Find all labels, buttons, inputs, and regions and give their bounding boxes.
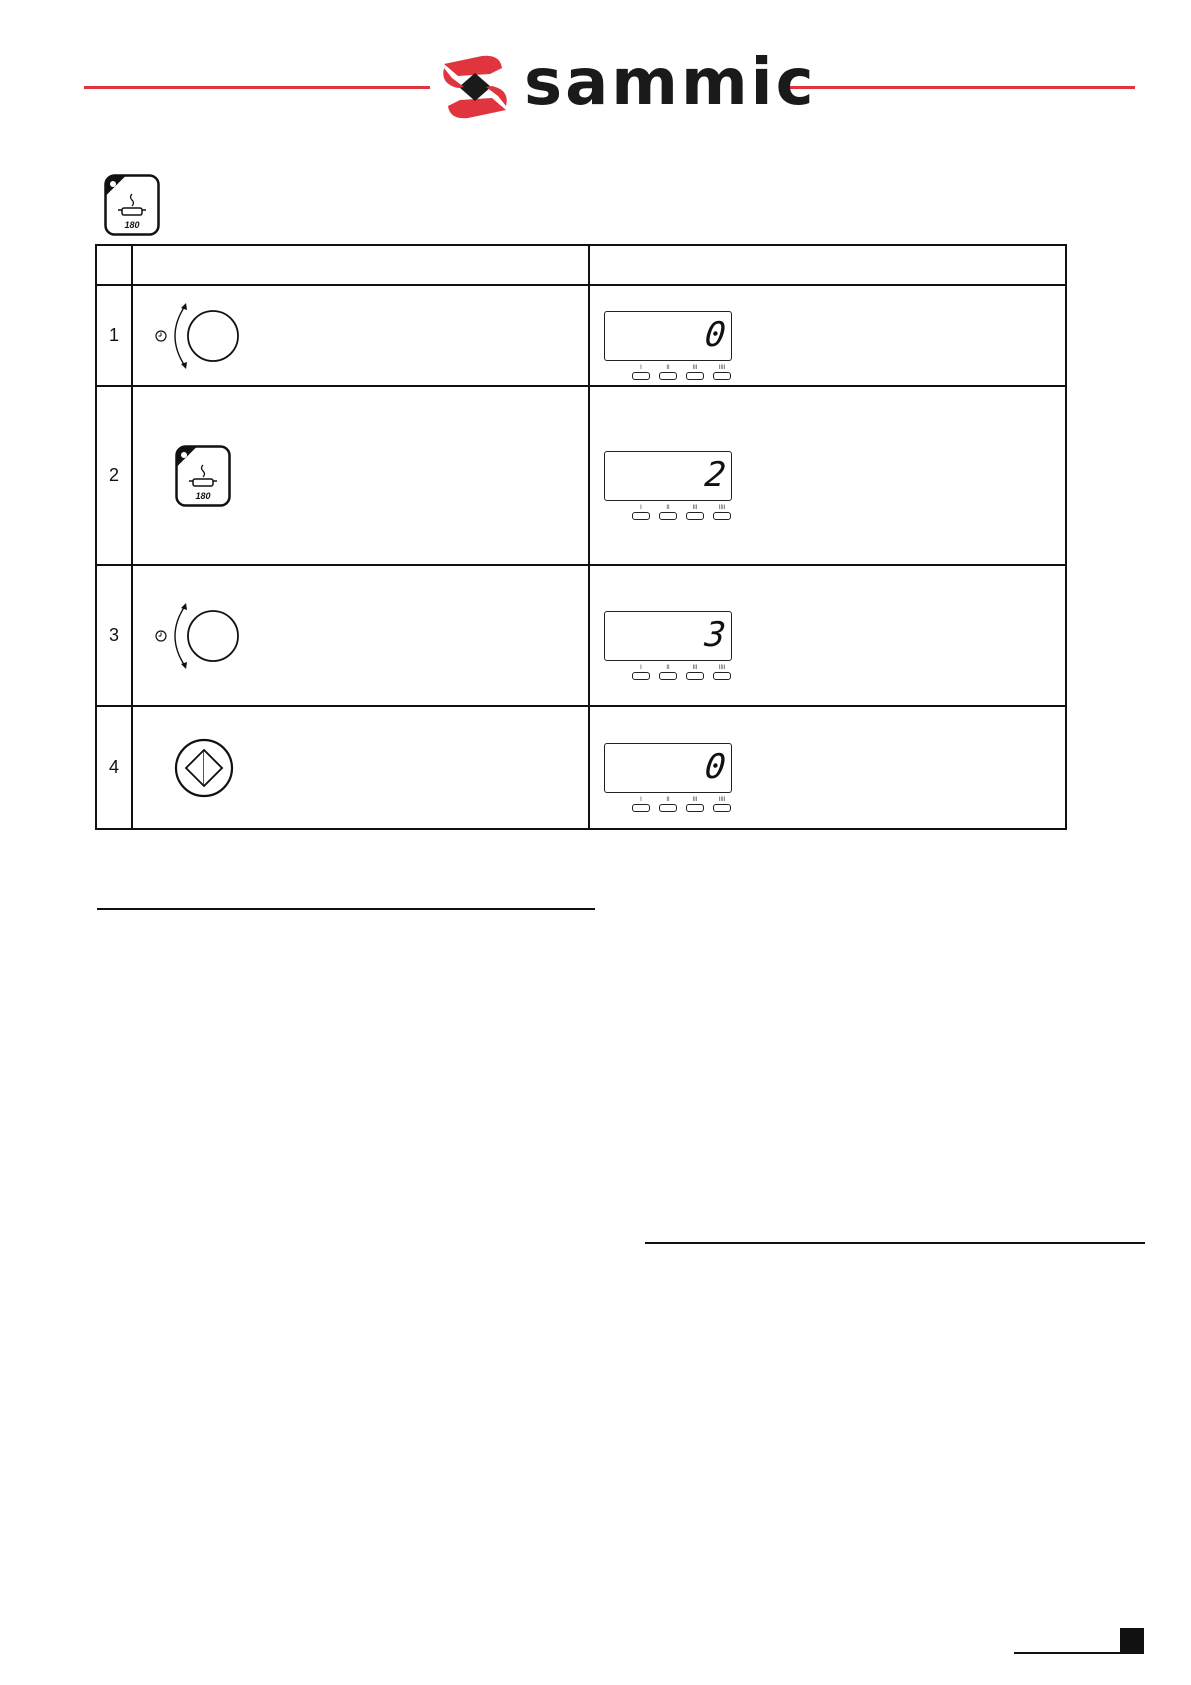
- table-header-row: [96, 245, 1066, 285]
- lcd-value: 3: [702, 614, 728, 655]
- step-display: [589, 386, 1066, 565]
- led-indicator: IIII: [713, 365, 731, 381]
- led-indicator: III: [686, 665, 704, 681]
- led-indicator: IIII: [713, 505, 731, 521]
- lcd-display: [604, 311, 732, 371]
- oven-dish-button-icon[interactable]: [175, 445, 231, 507]
- header-cell-display: [589, 245, 1066, 285]
- header-cell-number: [96, 245, 132, 285]
- sammic-logo: [438, 46, 817, 122]
- lcd-value: 0: [702, 746, 728, 787]
- lcd-display: [604, 611, 732, 671]
- step-row-2: [96, 386, 1066, 565]
- step-action: [132, 285, 589, 386]
- led-indicator: I: [632, 365, 650, 381]
- lcd-screen: [604, 743, 732, 793]
- lcd-display: [604, 451, 732, 511]
- step-action: [132, 386, 589, 565]
- led-indicator: II: [659, 797, 677, 813]
- led-indicators: [632, 797, 742, 813]
- led-indicators: [632, 365, 742, 381]
- header-rule-left: [84, 86, 430, 89]
- led-indicators: [632, 665, 742, 681]
- step-row-4: [96, 706, 1066, 829]
- lcd-screen: [604, 451, 732, 501]
- header-cell-action: [132, 245, 589, 285]
- step-display: [589, 565, 1066, 706]
- step-action: [132, 565, 589, 706]
- timer-knob-icon[interactable]: [151, 291, 251, 381]
- start-button-icon[interactable]: [173, 737, 235, 799]
- footer-rule: [1014, 1652, 1120, 1654]
- led-indicator: II: [659, 365, 677, 381]
- led-indicator: II: [659, 665, 677, 681]
- section-rule-left: [97, 908, 595, 910]
- button-label: 180: [195, 490, 211, 501]
- lcd-screen: [604, 611, 732, 661]
- step-row-1: [96, 285, 1066, 386]
- sammic-s-mark-icon: [438, 54, 512, 120]
- lcd-value: 2: [702, 454, 728, 495]
- step-number: 1: [96, 285, 132, 386]
- led-indicator: I: [632, 505, 650, 521]
- oven-dish-mode-icon: [104, 174, 160, 236]
- step-row-3: [96, 565, 1066, 706]
- led-indicator: I: [632, 665, 650, 681]
- procedure-table: [95, 244, 1067, 830]
- timer-knob-icon[interactable]: [151, 591, 251, 681]
- led-indicators: [632, 505, 742, 521]
- led-indicator: I: [632, 797, 650, 813]
- section-rule-right: [645, 1242, 1145, 1244]
- step-number: 2: [96, 386, 132, 565]
- mode-icon-label: 180: [124, 220, 140, 230]
- led-indicator: IIII: [713, 665, 731, 681]
- led-indicator: IIII: [713, 797, 731, 813]
- step-display: [589, 285, 1066, 386]
- step-number: 3: [96, 565, 132, 706]
- page-number-box: [1120, 1628, 1144, 1654]
- step-display: [589, 706, 1066, 829]
- led-indicator: III: [686, 365, 704, 381]
- lcd-screen: [604, 311, 732, 361]
- led-indicator: III: [686, 505, 704, 521]
- header-rule-right: [790, 86, 1135, 89]
- lcd-value: 0: [702, 314, 728, 355]
- lcd-display: [604, 743, 732, 803]
- led-indicator: III: [686, 797, 704, 813]
- led-indicator: II: [659, 505, 677, 521]
- step-action: [132, 706, 589, 829]
- brand-name: sammic: [524, 46, 817, 120]
- step-number: 4: [96, 706, 132, 829]
